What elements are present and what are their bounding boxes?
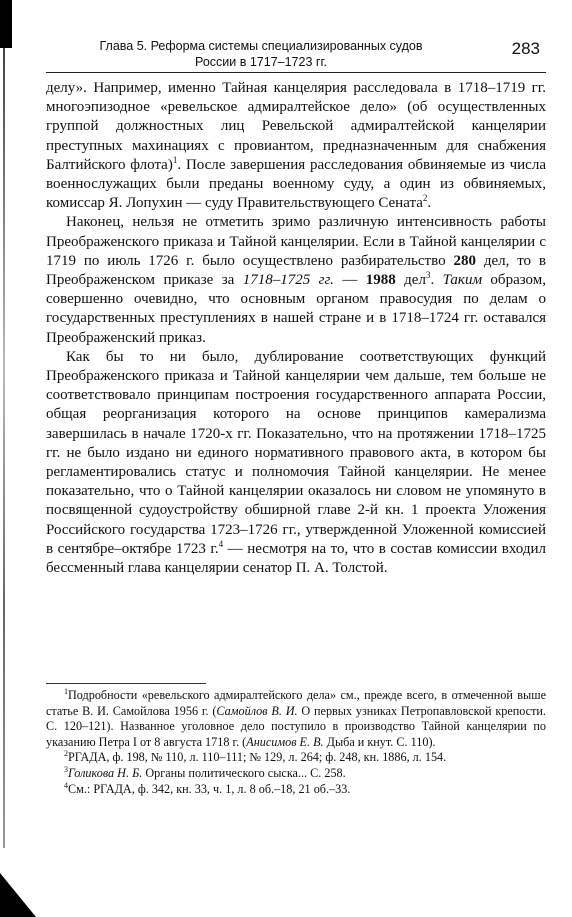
footnote-separator	[46, 683, 206, 684]
paragraph-1	[46, 79, 546, 213]
italic-text: Голикова Н. Б.	[68, 765, 143, 780]
scan-edge-top	[0, 0, 12, 48]
scan-edge-bottom	[0, 873, 36, 917]
footnote-ref: 3	[64, 764, 68, 774]
paragraph-2	[46, 213, 546, 347]
footnote-4	[46, 782, 546, 798]
italic-text: Таким	[442, 272, 483, 289]
main-text	[46, 79, 546, 578]
running-title-line-1: Глава 5. Реформа системы специализированных судов	[99, 39, 423, 53]
text-run: Подробности «ревельского адмиралтейского дела» см., прежде всего, в отмеченной выше статье В. И. Самойлова 1956 г. (	[46, 688, 546, 718]
text-run: дел, то в Преображенском приказе за	[46, 252, 547, 289]
paragraph-3	[46, 348, 546, 578]
text-run: О первых узниках Петропавловской крепости. С. 120–121). Названное уголовное дело поступило в производство Тайной канцелярии по указанию Петра I от 8 августа 1718 г. (	[46, 703, 546, 749]
italic-text: Анисимов Е. В.	[246, 734, 324, 749]
text-run: Как бы то ни было, дублирование соответствующих функций Преображенского приказа и Тайной канцелярии чем дальше, тем больше не соответствовало принципам построения государственного аппарата России, общая реорганизация которого на основе принципов камерализма завершилась в начале 1720-х гг. Показательно, что на протяжении 1718–1725 гг. не было издано ни единого нормативного правового акта, в котором бы регламентировались статус и полномочия Тайной канцелярии. Не менее показательно, что о Тайной канцелярии оказалось ни словом не упомянуто в посвященной судоустройству обширной главе 2-й кн. 1 проекта Уложения Российского государства 1723–1726 гг., утвержденной Уложенной комиссией в сентябре–октябре 1723 г.	[46, 348, 546, 557]
text-run: делу». Например, именно Тайная канцелярия расследовала в 1718–1719 гг. многоэпизодное «ревельское адмиралтейское дело» (об осуществленных группой должностных лиц Ревельской адмиралтейской канцелярии преступных махинациях с провиантом, предназначенным для снабжения Балтийского флота)	[46, 80, 546, 173]
header-rule	[46, 72, 546, 73]
italic-text: 1718–1725 гг.	[242, 272, 334, 289]
footnotes	[46, 688, 546, 797]
page-number: 283	[511, 39, 540, 58]
footnote-ref: 3	[425, 270, 431, 281]
text-run: Дыба и кнут. С. 110).	[323, 734, 436, 749]
page-header	[46, 38, 546, 78]
text-run: .	[427, 195, 432, 212]
footnote-ref: 1	[64, 686, 68, 696]
text-run: . После завершения расследования обвиняемые из числа военнослужащих были преданы военному суду, а один из обвиняемых, комиссар Я. Лопухин — суду Правительствующего Сената	[46, 156, 546, 212]
footnote-ref: 4	[64, 780, 68, 790]
text-run: —	[333, 272, 366, 289]
footnote-ref: 2	[422, 193, 428, 204]
footnote-ref: 4	[218, 538, 224, 549]
text-run: Органы политического сыска... С. 258.	[142, 765, 346, 780]
text-run: дел	[395, 272, 426, 289]
footnote-2	[46, 750, 546, 766]
footnote-3	[46, 766, 546, 782]
footnote-ref: 1	[172, 154, 178, 165]
text-run: .	[430, 272, 443, 289]
bold-text: 1988	[365, 272, 396, 289]
text-run: РГАДА, ф. 198, № 110, л. 110–111; № 129, л. 264; ф. 248, кн. 1886, л. 154.	[68, 750, 447, 765]
scan-edge-left	[3, 48, 5, 848]
text-run: Наконец, нельзя не отметить зримо различную интенсивность работы Преображенского приказа и Тайной канцелярии. Если в Тайной канцелярии с 1719 по июль 1726 г. было осуществлено разбирательство	[46, 214, 546, 269]
text-run: — несмотря на то, что в состав комиссии входил бессменный глава канцелярии сенатор П. А. Толстой.	[46, 540, 546, 577]
running-title-line-2: России в 1717–1723 гг.	[195, 55, 327, 69]
footnote-ref: 2	[64, 749, 68, 759]
text-run: См.: РГАДА, ф. 342, кн. 33, ч. 1, л. 8 об.–18, 21 об.–33.	[68, 781, 351, 796]
italic-text: Самойлов В. И.	[216, 703, 298, 718]
running-title	[46, 38, 476, 70]
text-run: образом, совершенно очевидно, что основным органом правосудия по делам о государственных преступлениях в нашей стране и в 1718–1724 гг. оставался Преображенский приказ.	[46, 272, 547, 346]
bold-text: 280	[453, 252, 476, 269]
footnote-1	[46, 688, 546, 750]
